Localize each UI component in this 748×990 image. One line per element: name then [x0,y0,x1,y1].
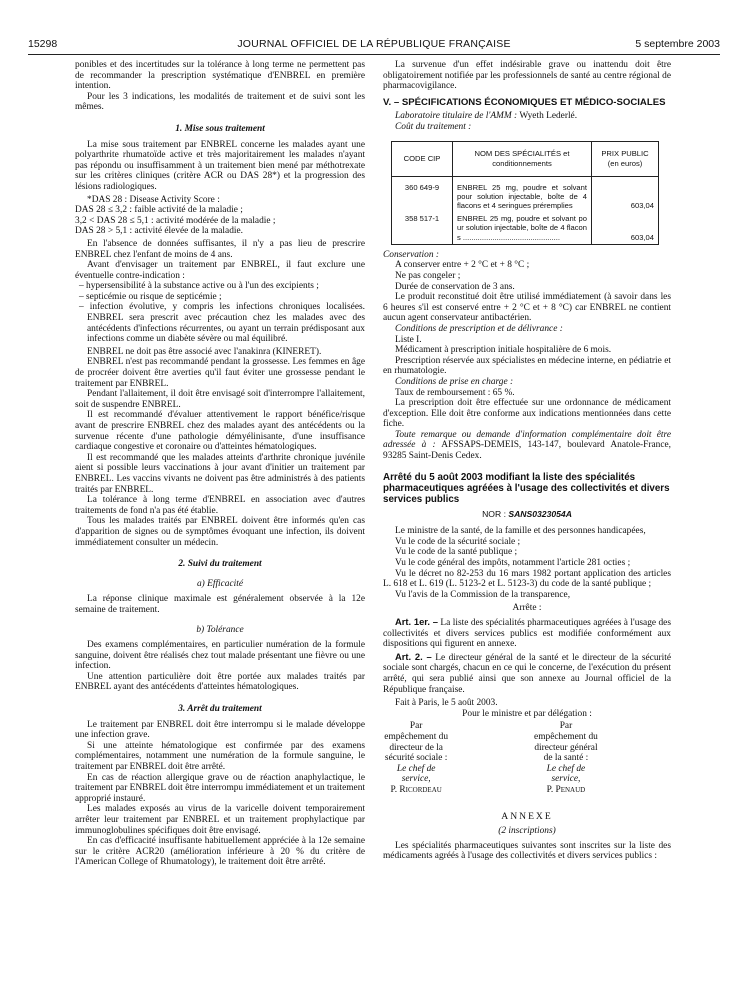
paragraph: Pour les 3 indications, les modalités de traitement et de suivi sont les mêmes. [75,91,365,113]
page-number: 15298 [28,38,58,50]
paragraph: Le ministre de la santé, de la famille et des personnes handicapées, [395,526,646,537]
paragraph: Il est recommandé d'évaluer attentivement le rapport bénéfice/risque avant de prescrire ENBREL chez des malades ayant des antécédents ou la survenue récente d'une pathologie démyélinisante, d'une insuffisance cardiaque congestive et coronaire ou d'atteintes hématologiques. [75,410,365,453]
das-line: DAS 28 > 5,1 : activité élevée de la maladie. [75,226,243,237]
paragraph: Durée de conservation de 3 ans. [395,281,515,292]
section-heading-v: V. – SPÉCIFICATIONS ÉCONOMIQUES ET MÉDICO-SOCIALES [383,96,666,108]
contraindication-list [75,281,365,345]
annexe-title: ANNEXE [501,810,553,822]
paragraph: La réponse clinique maximale est généralement observée à la 12e semaine de traitement. [75,594,365,615]
paragraph: Le traitement par ENBREL doit être interrompu si le malade développe une infection grave. [75,719,365,741]
paragraph: Il est recommandé que les malades atteints d'arthrite chronique juvénile aient si possible leurs vaccinations à jour avant d'initier un traitement par ENBREL. Les vaccins vivants ne doivent pas être administrés à des patients traités par ENBREL. [75,452,365,495]
presc-label: Conditions de prescription et de délivrance : [395,323,563,334]
cell-prix: 603,04 [592,212,659,244]
article-1: Art. 1er. – La liste des spécialités pharmaceutiques agréées à l'usage des collectivités et divers services publics est modifiée conformément aux dispositions qui figurent en annexe. [383,616,671,650]
remarque: Toute remarque ou demande d'information complémentaire doit être adressée à : AFSSAPS-DEMEIS, 143-147, boulevard Anatole-France, 93285 Saint-Denis Cedex. [383,429,672,462]
prise-label: Conditions de prise en charge : [395,376,514,387]
right-column [383,60,671,862]
paragraph: Pendant l'allaitement, il doit être envisagé soit d'interrompre l'allaitement, soit de suspendre ENBREL. [75,389,365,410]
paragraph: En l'absence de données suffisantes, il n'y a pas lieu de prescrire ENBREL chez l'enfant de moins de 4 ans. [75,238,365,260]
paragraph: Une attention particulière doit être portée aux malades traités par ENBREL ayant des antécédents d'atteintes hématologiques. [75,671,365,693]
paragraph: La tolérance à long terme d'ENBREL en association avec d'autres traitements de fond n'a pas été établie. [75,495,365,516]
journal-title: JOURNAL OFFICIEL DE LA RÉPUBLIQUE FRANÇAISE [237,38,511,50]
pour-line: Pour le ministre et par délégation : [462,708,592,719]
paragraph: En cas de réaction allergique grave ou de réaction anaphylactique, le traitement par ENBREL doit être interrompu immédiatement et un traitement approprié instauré. [75,772,365,804]
cout-label: Coût du traitement : [395,121,472,132]
table-row [392,176,659,212]
paragraph: Prescription réservée aux spécialistes en médecine interne, en pédiatrie et en rhumatologie. [383,355,671,377]
labo-line: Laboratoire titulaire de l'AMM : Wyeth Lederlé. [395,111,578,122]
paragraph: Des examens complémentaires, en particulier numération de la formule sanguine, doivent être réalisés chez tout malade présentant une fièvre ou une infection. [75,640,365,672]
signature-left: Par empêchement du directeur de la sécurité sociale : Le chef de service, P. Ricordeau [384,721,449,795]
price-table [391,141,659,245]
cell-nom: ENBREL 25 mg, poudre et solvant pour solution injectable, boîte de 4 flacons et 4 seringues préremplies [453,176,592,212]
arrete-word: Arrête : [512,603,542,614]
table-header [392,141,659,176]
paragraph: Les spécialités pharmaceutiques suivantes sont inscrites sur la liste des médicaments agréés à l'usage des collectivités et divers services publics : [383,840,671,862]
subsection-title: b) Tolérance [196,624,244,635]
cell-nom: ENBREL 25 mg, poudre et solvant pour solution injectable, boîte de 4 flacons .............................................. [453,212,592,244]
arrete-title: Arrêté du 5 août 2003 modifiant la liste des spécialités pharmaceutiques agréées à l'usage des collectivités et divers services publics [383,471,670,505]
page-header [28,38,720,54]
paragraph: Liste I. [395,334,422,345]
das-line: DAS 28 ≤ 3,2 : faible activité de la maladie ; [75,205,243,216]
paragraph: Tous les malades traités par ENBREL doivent être informés qu'en cas d'apparition de signes ou de symptômes évoquant une infection, ils doivent immédiatement consulter un médecin. [75,516,365,548]
cell-code: 360 649-9 [392,176,453,212]
paragraph: Ne pas congeler ; [395,270,461,281]
article-2: Art. 2. – Le directeur général de la santé et le directeur de la sécurité sociale sont chargés, chacun en ce qui le concerne, de l'exécution du présent arrêté, qui sera publié ainsi que son annexe au Journal officiel de la République française. [383,650,671,695]
header-rule [28,54,720,55]
cell-prix: 603,04 [592,176,659,212]
paragraph: La prescription doit être effectuée sur une ordonnance de médicament d'exception. Elle doit être conforme aux indications mentionnées dans cette fiche. [383,398,671,430]
paragraph: Taux de remboursement : 65 %. [395,387,515,398]
paragraph: ponibles et des incertitudes sur la tolérance à long terme ne permettent pas de recommander la prescription systématique d'ENBREL en première intention. [75,60,365,92]
col-header: NOM DES SPÉCIALITÉS et conditionnements [453,141,592,176]
left-column [75,60,365,868]
list-item: – septicémie ou risque de septicémie ; [79,291,222,302]
paragraph: Vu le code général des impôts, notamment l'article 281 octies ; [395,558,631,569]
paragraph: ENBREL n'est pas recommandé pendant la grossesse. Les femmes en âge de procréer doivent être averties qu'il faut éviter une grossesse pendant le traitement par ENBREL. [75,357,365,389]
section-title-1: 1. Mise sous traitement [175,123,265,134]
paragraph: Vu le décret no 82-253 du 16 mars 1982 portant application des articles L. 618 et L. 619 (L. 5123-2 et L. 5123-3) du code de la santé publique ; [383,568,671,590]
paragraph: Le produit reconstitué doit être utilisé immédiatement (à savoir dans les 6 heures s'il est conservé entre + 2 °C et + 8 °C) car ENBREL ne contient aucun agent conservateur antibactérien. [383,292,671,324]
cell-code: 358 517-1 [392,212,453,244]
paragraph: A conserver entre + 2 °C et + 8 °C ; [395,260,530,271]
list-item: – hypersensibilité à la substance active ou à l'un des excipients ; [79,281,319,292]
paragraph: La survenue d'un effet indésirable grave ou inattendu doit être obligatoirement notifiée par les professionnels de santé au centre régional de pharmacovigilance. [383,60,671,92]
paragraph: Vu le code de la sécurité sociale ; [395,536,521,547]
signatures [383,721,671,795]
col-header: CODE CIP [392,141,453,176]
table-row [392,212,659,244]
subsection-title: a) Efficacité [196,578,244,589]
section-title-2: 2. Suivi du traitement [178,559,262,570]
signature-right: Par empêchement du directeur général de la santé : Le chef de service, P. Penaud [534,721,598,795]
paragraph: Avant d'envisager un traitement par ENBREL, il faut exclure une éventuelle contre-indication : [75,260,365,281]
issue-date: 5 septembre 2003 [635,38,720,50]
das-line: 3,2 < DAS 28 ≤ 5,1 : activité modérée de la maladie ; [75,215,276,226]
paragraph: La mise sous traitement par ENBREL concerne les malades ayant une polyarthrite rhumatoïde active et très majoritairement les malades n'ayant pas répondu ou insuffisamment à un traitement bien mené par méthotrexate sur les critères cliniques (critère ACR ou DAS 28*) et la progression des lésions radiologiques. [75,139,365,192]
annexe-subtitle: (2 inscriptions) [498,826,556,837]
paragraph: Médicament à prescription initiale hospitalière de 6 mois. [395,345,612,356]
fait-line: Fait à Paris, le 5 août 2003. [395,698,498,709]
nor-line: NOR : SANS0323054A [482,508,572,519]
cons-label: Conservation : [383,249,439,260]
paragraph: Si une atteinte hématologique est confirmée par des examens complémentaires, notamment une numération de la formule sanguine, le traitement par ENBREL doit être arrêté. [75,740,365,773]
section-title-3: 3. Arrêt du traitement [178,704,262,715]
paragraph: Vu l'avis de la Commission de la transparence, [395,589,571,600]
paragraph: ENBREL ne doit pas être associé avec l'anakinra (KINERET). [87,346,322,357]
das-intro: *DAS 28 : Disease Activity Score : [87,194,220,205]
paragraph: Vu le code de la santé publique ; [395,547,518,558]
list-item: – infection évolutive, y compris les infections chroniques localisées. ENBREL sera prescrit avec précaution chez les malades avec des antécédents d'infections récurrentes, ou ayant un terrain prédisposant aux infections comme un diabète sévère ou mal équilibré. [79,302,365,345]
col-header: PRIX PUBLIC (en euros) [592,141,659,176]
paragraph: Les malades exposés au virus de la varicelle doivent temporairement arrêter leur traitement par ENBREL et un traitement prophylactique par immunoglobulines spécifiques doit être envisagé. [75,804,365,836]
paragraph: En cas d'efficacité insuffisante habituellement appréciée à la 12e semaine sur le critère ACR20 (amélioration inférieure à 20 % du critère de l'American College of Rhumatology), le traitement doit être arrêté. [75,836,365,868]
